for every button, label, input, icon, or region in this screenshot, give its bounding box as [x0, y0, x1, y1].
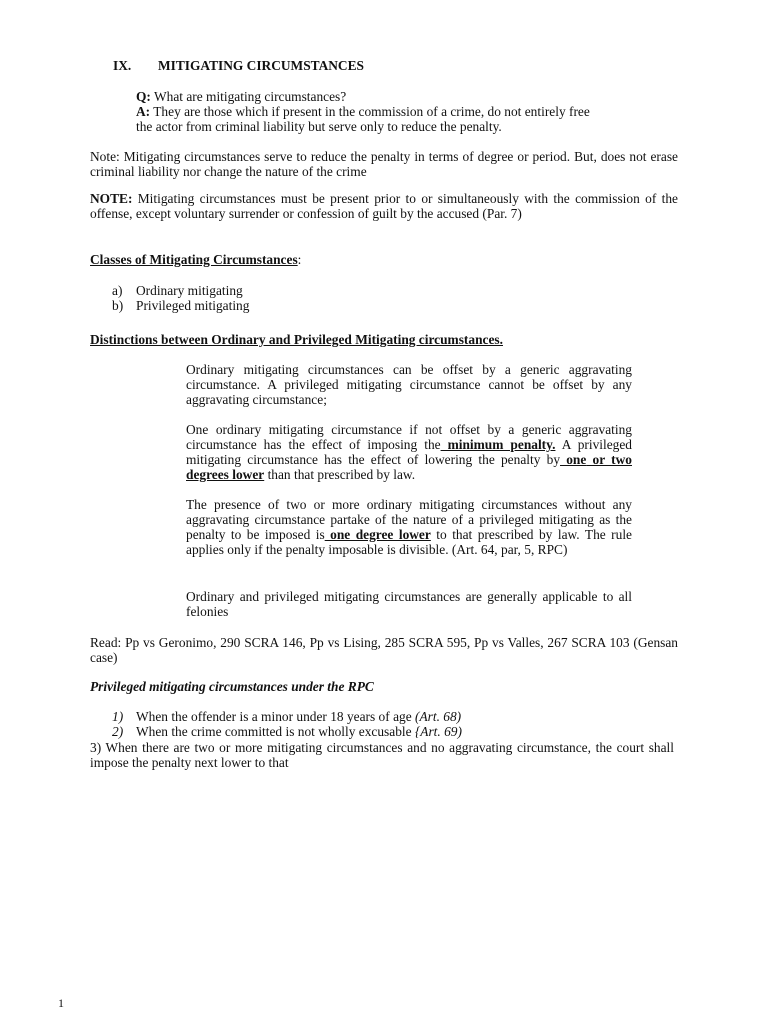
list-item: [112, 724, 592, 739]
list-item: [112, 709, 592, 724]
note-bold-paragraph: [90, 191, 678, 221]
note-text: Mitigating circumstances must be present prior to or simultaneously with the commission of the offense, except voluntary surrender or confession of guilt by the accused (Par. 7): [90, 191, 678, 221]
section-title: MITIGATING CIRCUMSTANCES: [158, 58, 364, 73]
list-marker: a): [112, 283, 123, 298]
a-label: A:: [136, 104, 151, 119]
article-reference: (Art. 68): [415, 709, 462, 724]
note-label: NOTE:: [90, 191, 133, 206]
answer-line: [136, 104, 656, 119]
list-item-label: Privileged mitigating: [136, 298, 250, 313]
page-number: 1: [58, 996, 64, 1010]
section-number: IX.: [113, 58, 132, 73]
answer-text-1: They are those which if present in the commission of a crime, do not entirely free: [153, 104, 590, 119]
article-reference: {Art. 69): [414, 724, 462, 739]
privileged-heading: Privileged mitigating circumstances under the RPC: [90, 679, 374, 694]
list-marker: b): [112, 298, 124, 313]
list-item: [112, 283, 249, 298]
privileged-item-3: 3) When there are two or more mitigating circumstances and no aggravating circumstance, the court shall impose the penalty next lower to that: [90, 740, 674, 770]
distinctions-heading: Distinctions between Ordinary and Privileged Mitigating circumstances.: [90, 332, 503, 347]
privileged-list: [112, 709, 592, 739]
emphasis-one-degree: one degree lower: [324, 527, 431, 542]
list-item-text: When the offender is a minor under 18 years of age: [136, 709, 412, 724]
q-label: Q:: [136, 89, 151, 104]
question-line: [136, 89, 656, 104]
classes-heading: [90, 252, 301, 267]
emphasis-two-degrees: or two degrees lower: [186, 452, 632, 482]
question-answer-block: [136, 89, 656, 134]
question-text: What are mitigating circumstances?: [153, 89, 347, 104]
note-paragraph: Note: Mitigating circumstances serve to reduce the penalty in terms of degree or period. But, does not erase criminal liability nor change the nature of the crime: [90, 149, 678, 179]
list-marker: 1): [112, 709, 124, 724]
section-heading: [113, 58, 364, 73]
answer-line-2: [136, 119, 656, 134]
paragraph-text: than that prescribed by law.: [264, 467, 416, 482]
classes-heading-colon: :: [297, 252, 302, 267]
distinction-paragraph-3: [186, 497, 632, 557]
paragraph-text: One ordinary mitigating circumstance if not offset by a generic aggravating circumstance has the effect of imposing the: [186, 422, 632, 452]
distinction-paragraph-4: Ordinary and privileged mitigating circumstances are generally applicable to all felonies: [186, 589, 632, 619]
answer-text-2: the actor from criminal liability but serve only to reduce the penalty.: [136, 119, 502, 134]
distinction-paragraph-2: [186, 422, 632, 482]
list-marker: 2): [112, 724, 124, 739]
paragraph-text: A privileged mitigating circumstance has the effect of lowering the penalty by: [186, 437, 632, 467]
list-item-text: When the crime committed is not wholly excusable: [136, 724, 412, 739]
classes-heading-text: Classes of Mitigating Circumstances: [90, 252, 298, 267]
classes-list: [112, 283, 249, 313]
paragraph-text: to that prescribed by law. The rule applies only if the penalty imposable is divisible. (Art. 64, par, 5, RPC): [186, 527, 632, 557]
emphasis-one: one: [560, 452, 587, 467]
distinction-paragraph-1: Ordinary mitigating circumstances can be offset by a generic aggravating circumstance. A privileged mitigating circumstance cannot be offset by any aggravating circumstance;: [186, 362, 632, 407]
read-references: Read: Pp vs Geronimo, 290 SCRA 146, Pp vs Lising, 285 SCRA 595, Pp vs Valles, 267 SCRA 103 (Gensan case): [90, 635, 678, 665]
list-item-label: Ordinary mitigating: [136, 283, 243, 298]
paragraph-text: The presence of two or more ordinary mitigating circumstances without any aggravating circumstance partake of the nature of a privileged mitigating as the penalty to be imposed is: [186, 497, 632, 542]
list-item: [112, 298, 249, 313]
emphasis-minimum-penalty: minimum penalty.: [440, 437, 556, 452]
